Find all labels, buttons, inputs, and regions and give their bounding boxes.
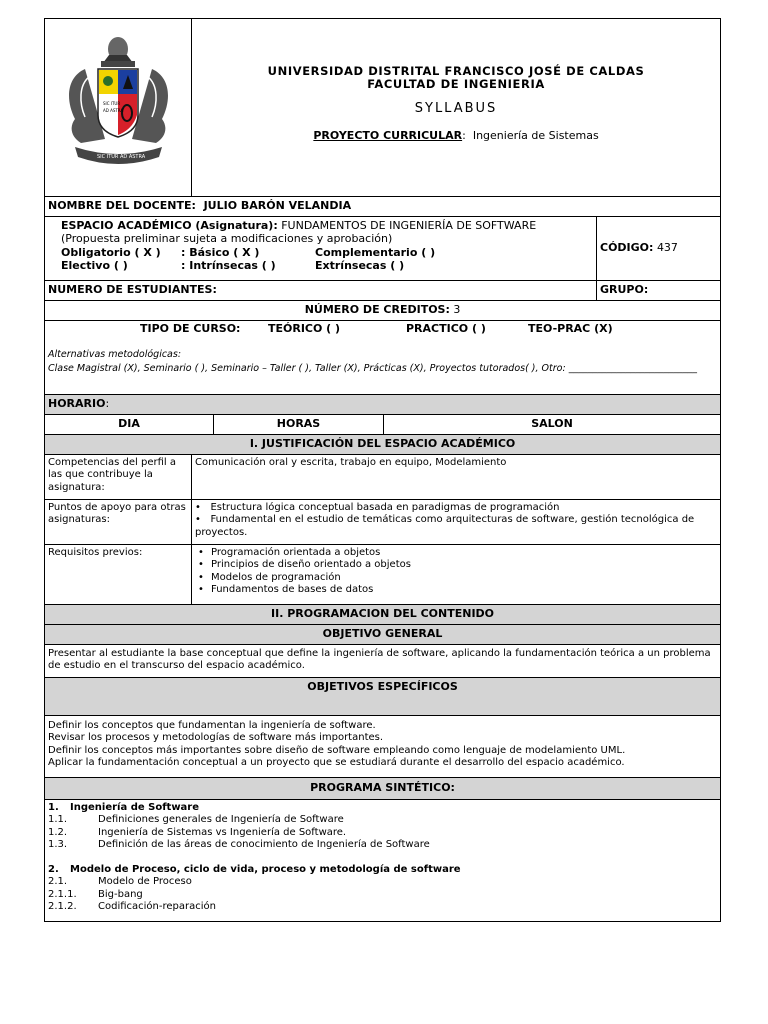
- programa-sintetico-title: PROGRAMA SINTÉTICO:: [45, 777, 721, 799]
- creditos-row: NÚMERO DE CREDITOS: 3: [45, 300, 721, 320]
- list-item: 1. Ingeniería de Software: [48, 801, 200, 813]
- alternativas-label: Alternativas metodológicas:: [48, 349, 182, 360]
- docente-row: NOMBRE DEL DOCENTE: JULIO BARÓN VELANDIA: [45, 196, 721, 216]
- horario-col-dia: DIA: [45, 414, 214, 434]
- alternativas-text: Clase Magistral (X), Seminario ( ), Seminario – Taller ( ), Taller (X), Prácticas (X), Proyectos tutorados( ), Otro: ___________________________: [48, 362, 697, 374]
- codigo-cell: CÓDIGO: 437: [597, 216, 721, 280]
- puntos-apoyo-label: Puntos de apoyo para otras asignaturas:: [45, 499, 192, 544]
- espacio-cell: ESPACIO ACADÉMICO (Asignatura): FUNDAMENTOS DE INGENIERÍA DE SOFTWARE (Propuesta preliminar sujeta a modificaciones y aprobación) Obligatorio ( X ) : Básico ( X ) Complementario ( ) Electivo ( ) : Intrínsecas ( ) Extrínsecas ( ): [45, 216, 597, 280]
- university-name: UNIVERSIDAD DISTRITAL FRANCISCO JOSÉ DE CALDAS: [267, 64, 645, 78]
- list-item: • Modelos de programación: [195, 572, 717, 585]
- svg-text:SIC ITUR AD ASTRA: SIC ITUR AD ASTRA: [97, 154, 146, 160]
- teorico-option: TEÓRICO ( ): [268, 321, 341, 335]
- objetivos-especificos-title: OBJETIVOS ESPECÍFICOS: [45, 677, 721, 715]
- espacio-note: (Propuesta preliminar sujeta a modificaciones y aprobación): [61, 232, 393, 245]
- list-item: Definir los conceptos que fundamentan la ingeniería de software.: [48, 719, 376, 731]
- list-item: 1.1. Definiciones generales de Ingeniería de Software: [48, 814, 344, 825]
- list-item: 1.2. Ingeniería de Sistemas vs Ingeniería de Software.: [48, 826, 347, 838]
- list-item: 2.1. Modelo de Proceso: [48, 876, 192, 887]
- faculty-name: FACULTAD DE INGENIERIA: [367, 77, 545, 91]
- requisitos-list: [192, 544, 721, 604]
- list-item: 2.1.1. Big-bang: [48, 888, 143, 900]
- list-item: • Fundamental en el estudio de temáticas como arquitecturas de software, gestión tecnológica de proyectos.: [195, 514, 695, 538]
- codigo-value: 437: [656, 240, 678, 254]
- horario-col-salon: SALON: [384, 414, 721, 434]
- list-item: 1.3. Definición de las áreas de conocimiento de Ingeniería de Software: [48, 839, 430, 850]
- docente-name: JULIO BARÓN VELANDIA: [203, 198, 352, 212]
- objetivos-especificos-list: [45, 715, 721, 777]
- objetivo-general-text: Presentar al estudiante la base conceptual que define la ingeniería de software, aplicando la fundamentación teórica a un problema de estudio en el transcurso del espacio académico.: [45, 644, 721, 677]
- list-item: • Principios de diseño orientado a objetos: [195, 559, 717, 572]
- header-title-cell: [192, 19, 721, 197]
- horario-header: HORARIO:: [45, 394, 721, 414]
- list-item: • Estructura lógica conceptual basada en paradigmas de programación: [195, 501, 560, 513]
- syllabus-form: [44, 18, 720, 922]
- objetivo-general-title: OBJETIVO GENERAL: [45, 624, 721, 644]
- competencias-text: Comunicación oral y escrita, trabajo en equipo, Modelamiento: [192, 454, 721, 499]
- creditos-value: 3: [453, 302, 461, 316]
- list-item: 2. Modelo de Proceso, ciclo de vida, proceso y metodología de software: [48, 863, 461, 875]
- puntos-apoyo-list: [192, 499, 721, 544]
- list-item: • Programación orientada a objetos: [195, 547, 717, 560]
- list-item: Aplicar la fundamentación conceptual a un proyecto que se estudiará durante el desarrollo del espacio académico.: [48, 757, 625, 768]
- list-item: Revisar los procesos y metodologías de software más importantes.: [48, 732, 384, 743]
- svg-text:SIC ITUR: SIC ITUR: [103, 101, 121, 106]
- proyecto-curricular: PROYECTO CURRICULAR: Ingeniería de Sistemas: [313, 128, 599, 142]
- list-item: 2.1.2. Codificación-reparación: [48, 901, 216, 912]
- tipo-curso-cell: [45, 320, 721, 394]
- programa-sintetico-list: [45, 799, 721, 921]
- horario-col-horas: HORAS: [214, 414, 384, 434]
- proyecto-value: Ingeniería de Sistemas: [472, 128, 599, 142]
- svg-text:AD ASTRA: AD ASTRA: [103, 108, 124, 113]
- estudiantes-cell: NUMERO DE ESTUDIANTES:: [45, 280, 597, 300]
- justificacion-title: I. JUSTIFICACIÓN DEL ESPACIO ACADÉMICO: [45, 434, 721, 454]
- competencias-label: Competencias del perfil a las que contribuye la asignatura:: [45, 454, 192, 499]
- list-item: • Fundamentos de bases de datos: [195, 584, 717, 597]
- teoprac-option: TEO-PRAC (X): [528, 321, 613, 335]
- tipo-curso-label: TIPO DE CURSO:: [140, 321, 241, 335]
- requisitos-label: Requisitos previos:: [45, 544, 192, 604]
- list-item: Definir los conceptos más importantes sobre diseño de software empleando como lenguaje de modelamiento UML.: [48, 744, 626, 756]
- document-type: SYLLABUS: [414, 101, 498, 116]
- practico-option: PRACTICO ( ): [406, 321, 486, 335]
- logo-cell: [45, 19, 192, 197]
- university-seal-logo: [45, 19, 192, 191]
- asignatura-name: FUNDAMENTOS DE INGENIERÍA DE SOFTWARE: [281, 218, 537, 232]
- programacion-title: II. PROGRAMACION DEL CONTENIDO: [45, 604, 721, 624]
- syllabus-table: [44, 18, 721, 922]
- proyecto-label: PROYECTO CURRICULAR: [313, 128, 463, 142]
- grupo-cell: GRUPO:: [597, 280, 721, 300]
